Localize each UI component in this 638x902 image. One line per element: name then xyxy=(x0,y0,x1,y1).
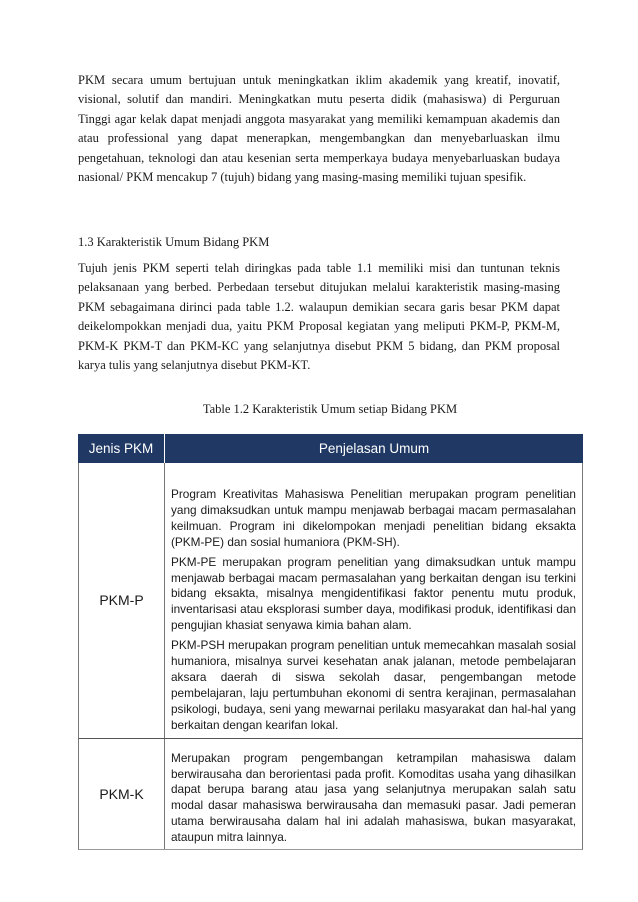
jenis-cell: PKM-P xyxy=(79,463,165,738)
penjelasan-cell xyxy=(165,739,582,849)
table-row-pkm-k xyxy=(78,739,583,850)
intro-paragraph: PKM secara umum bertujuan untuk meningkatkan iklim akademik yang kreatif, inovatif, visional, solutif dan mandiri. Meningkatkan mutu peserta didik (mahasiswa) di Perguruan Tinggi agar kelak dapat menjadi anggota masyarakat yang memiliki kemampuan akademis dan atau professional yang dapat menerapkan, mengembangkan dan menyebarluaskan ilmu pengetahuan, teknologi dan atau kesenian serta memperkaya budaya menyebarluaskan budaya nasional/ PKM mencakup 7 (tujuh) bidang yang masing-masing memiliki tujuan spesifik. xyxy=(78,73,560,185)
penjelasan-paragraph: PKM-PE merupakan program penelitian yang dimaksudkan untuk mampu menjawab berbagai macam permasalahan yang berkaitan dengan isu terkini bidang eksakta, misalnya mengidentifikasi faktor penentu mutu produk, inventarisasi atau eksplorasi sumber daya, modifikasi produk, identifikasi dan pengujian khasiat senyawa kimia bahan alam. xyxy=(171,554,576,633)
penjelasan-paragraph: PKM-PSH merupakan program penelitian untuk memecahkan masalah sosial humaniora, misalnya survei kesehatan anak jalanan, metode pembelajaran aksara daerah di siswa sekolah dasar, pengembangan metode pembelajaran, laju pertumbuhan ekonomi di sentra kerajinan, permasalahan psikologi, budaya, seni yang mewarnai perilaku masyarakat dan hal-hal yang berkaitan dengan kearifan lokal. xyxy=(171,638,576,732)
header-penjelasan-umum: Penjelasan Umum xyxy=(318,441,430,456)
pkm-characteristics-table xyxy=(78,434,583,850)
table-caption: Table 1.2 Karakteristik Umum setiap Bidang PKM xyxy=(202,402,458,416)
header-jenis-pkm: Jenis PKM xyxy=(78,434,165,463)
section-paragraph: Tujuh jenis PKM seperti telah diringkas pada table 1.1 memiliki misi dan tuntunan teknis pelaksanaan yang berbed. Perbedaan tersebut ditujukan melalui karakteristik masing-masing PKM sebagaimana dirinci pada table 1.2. walaupun demikian secara garis besar PKM dapat deikelompokkan menjadi dua, yaitu PKM Proposal kegiatan yang meliputi PKM-P, PKM-M, PKM-K PKM-T dan PKM-KC yang selanjutnya disebut PKM 5 bidang, dan PKM proposal karya tulis yang selanjutnya disebut PKM-KT. xyxy=(78,261,560,373)
table-row-pkm-p xyxy=(78,463,583,739)
penjelasan-paragraph: Program Kreativitas Mahasiswa Penelitian merupakan program penelitian yang dimaksudkan untuk mampu menjawab berbagai macam permasalahan keilmuan. Program ini dikelompokan menjadi penelitian bidang eksakta (PKM-PE) dan sosial humaniora (PKM-SH). xyxy=(171,487,576,549)
penjelasan-cell xyxy=(165,463,582,738)
table-header xyxy=(78,434,583,463)
section-heading: 1.3 Karakteristik Umum Bidang PKM xyxy=(78,235,270,249)
penjelasan-paragraph: Merupakan program pengembangan ketrampilan mahasiswa dalam berwirausaha dan berorientasi pada profit. Komoditas usaha yang dihasilkan dapat berupa barang atau jasa yang selanjutnya merupakan salah satu modal dasar mahasiswa berwirausaha dan memasuki pasar. Jadi pemeran utama berwirausaha dalam hal ini adalah mahasiswa, bukan masyarakat, ataupun mitra lainnya. xyxy=(171,750,576,845)
jenis-cell: PKM-K xyxy=(79,739,165,849)
